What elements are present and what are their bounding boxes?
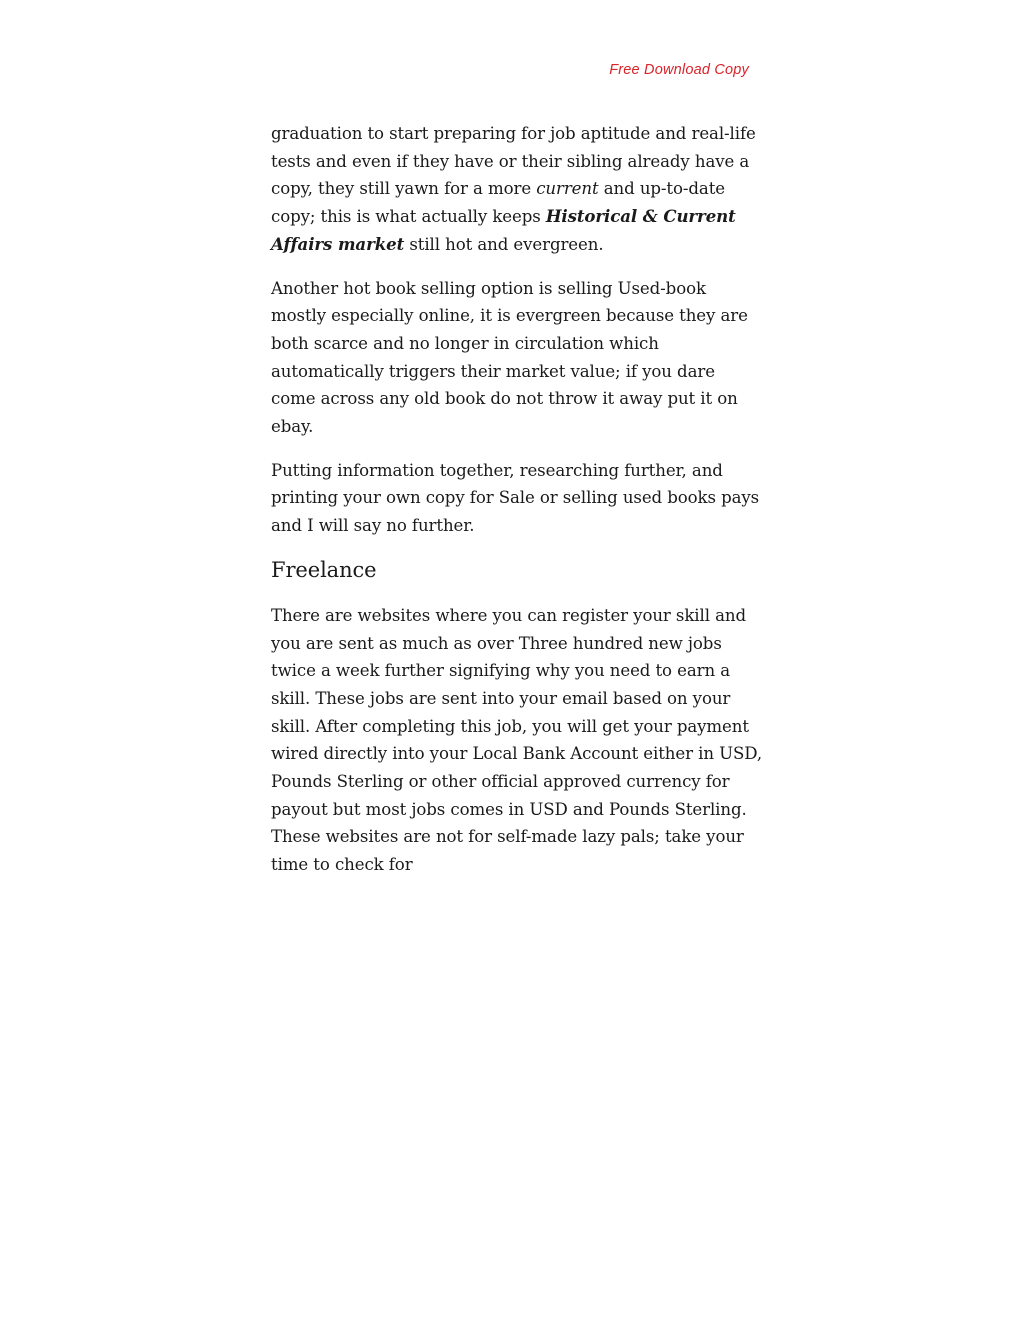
paragraph-used-books: Another hot book selling option is selling Used-book mostly especially online, it is evergreen because they are both scarce and no longer in circulation which automatically triggers their market value; if you dare come across any old book do not throw it away put it on ebay. — [271, 278, 748, 437]
paragraph-market-part2: and up-to-date copy; this is what actually keeps — [271, 179, 725, 227]
bold-italic-market: Historical & Current Affairs market — [271, 206, 736, 254]
paragraph-market-part3: still hot and evergreen. — [404, 234, 604, 254]
section-heading-freelance: Freelance — [271, 557, 377, 582]
paragraph-market — [271, 120, 763, 259]
header-note: Free Download Copy — [609, 62, 749, 78]
paragraph-market-part1: graduation to start preparing for job aptitude and real-life tests and even if they have or their sibling already have a copy, they still yawn for a more — [271, 124, 756, 199]
paragraph-printing: Putting information together, researching further, and printing your own copy for Sale or selling used books pays and I will say no further. — [271, 460, 760, 536]
page-content — [271, 120, 763, 895]
italic-current: current — [536, 179, 599, 199]
paragraph-freelance: There are websites where you can register your skill and you are sent as much as over Three hundred new jobs twice a week further signifying why you need to earn a skill. These jobs are sent into your email based on your skill. After completing this job, you will get your payment wired directly into your Local Bank Account either in USD, Pounds Sterling or other official approved currency for payout but most jobs comes in USD and Pounds Sterling. These websites are not for self-made lazy pals; take your time to check for — [271, 605, 763, 875]
